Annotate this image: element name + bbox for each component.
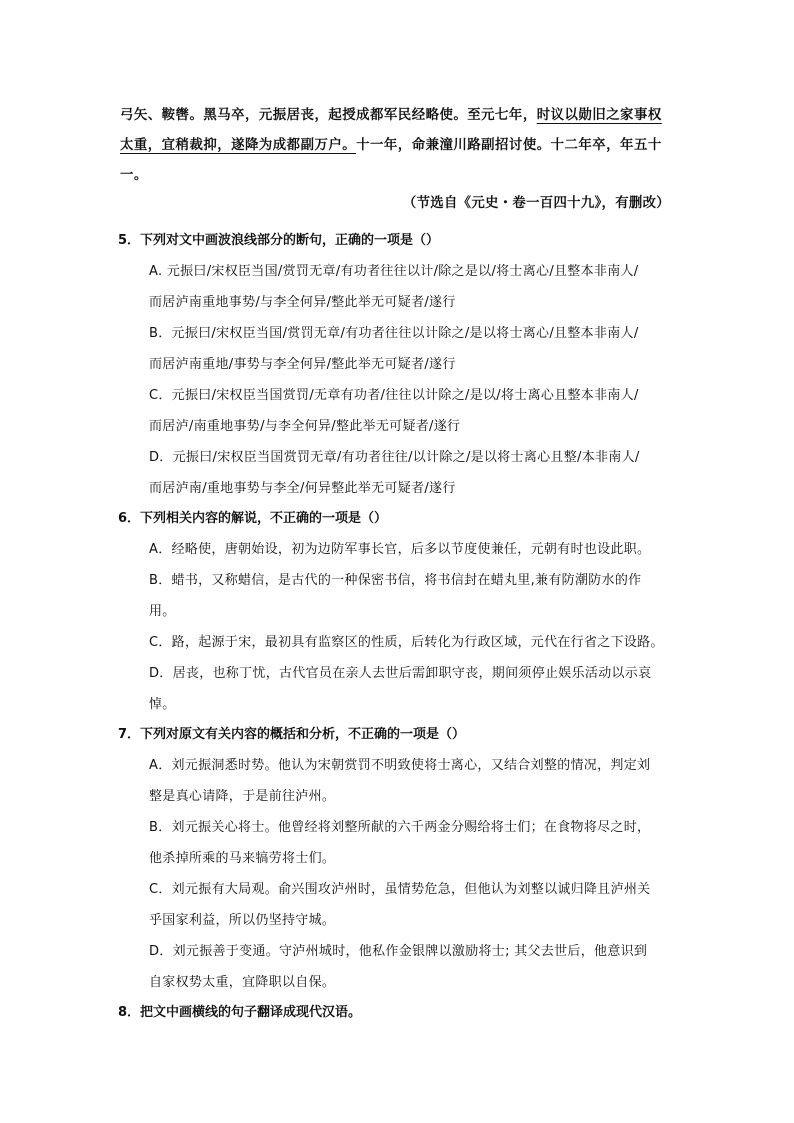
option-line: A．刘元振洞悉时势。他认为宋朝赏罚不明致使将士离心，又结合刘整的情况，判定刘 [149,758,651,773]
passage-text: 十一年，命兼潼川路副招讨使。十二年卒，年五十 [356,137,662,153]
option-line: D．居丧，也称丁忧，古代官员在亲人去世后需卸职守丧，期间须停止娱乐活动以示哀 [149,666,652,681]
option-line: D．元振曰/宋权臣当国赏罚无章/有功者往往/以计除之/是以将士离心且整/本非南人/ [149,450,640,465]
option-line: B．刘元振关心将士。他曾经将刘整所献的六千两金分赐给将士们；在食物将尽之时， [149,820,651,835]
option-line: 而居泸南重地/事势与李全何异/整此举无可疑者/遂行 [149,357,456,372]
question-stem: 8．把文中画横线的句子翻译成现代汉语。 [118,1005,362,1020]
option-line: 而居泸南/重地事势与李全/何异整此举无可疑者/遂行 [149,481,456,496]
option-line: 乎国家利益，所以仍坚持守城。 [149,913,336,928]
question-5 [118,226,683,504]
question-8 [118,998,683,1028]
question-stem: 7．下列对原文有关内容的概括和分析，不正确的一项是（） [118,727,466,742]
option-line: A. 元振曰/宋权臣当国/赏罚无章/有功者往往以计/除之是以/将士离心/且整本非南人/ [149,264,639,279]
option-line: 用。 [149,604,176,619]
option-line: B．元振曰/宋权臣当国/赏罚无章/有功者往往以计除之/是以将士离心/且整本非南人/ [149,326,639,341]
option-line: B．蜡书，又称蜡信，是古代的一种保密书信，将书信封在蜡丸里,兼有防潮防水的作 [149,573,642,588]
question-list [118,226,683,1028]
option-line: 整是真心请降，于是前往泸州。 [149,789,336,804]
question-stem: 5．下列对文中画波浪线部分的断句，正确的一项是（） [118,233,440,248]
option-line: D．刘元振善于变通。守泸州城时，他私作金银牌以激励将士; 其父去世后，他意识到 [149,944,648,959]
source-citation: （节选自《元史・卷一百四十九》，有删改） [402,195,670,211]
underlined-sentence-part: 太重，宜稍裁抑，遂降为成都副万户。 [120,137,357,153]
option-line: A．经略使，唐朝始设，初为边防军事长官，后多以节度使兼任，元朝有时也设此职。 [149,542,651,557]
option-line: 而居泸/南重地事势/与李全何异/整此举无可疑者/遂行 [149,419,461,434]
option-line: 自家权势太重，宜降职以自保。 [149,975,336,990]
option-line: 悼。 [149,697,176,712]
option-line: C．路，起源于宋，最初具有监察区的性质，后转化为行政区域，元代在行省之下设路。 [149,635,664,650]
underlined-sentence-part: 时议以勋旧之家事权 [536,107,662,123]
option-line: 他杀掉所乘的马来犒劳将士们。 [149,851,336,866]
question-7 [118,720,683,998]
question-stem: 6．下列相关内容的解说，不正确的一项是（） [118,511,388,526]
option-line: 而居泸南重地事势/与李全何异/整此举无可疑者/遂行 [149,295,456,310]
option-line: C．刘元振有大局观。俞兴围攻泸州时，虽情势危急，但他认为刘整以诚归降且泸州关 [149,882,651,897]
passage-line-1 [120,100,675,130]
option-line: C．元振曰/宋权臣当国赏罚/无章有功者/往往以计除之/是以/将士离心且整本非南人/ [149,388,639,403]
passage-line-3 [120,160,675,190]
question-6 [118,504,683,720]
passage-text: 弓矢、鞍辔。黑马卒，元振居丧，起授成都军民经略使。至元七年， [120,107,537,123]
passage-text: 一。 [120,167,148,183]
passage-line-2 [120,130,675,160]
passage-excerpt [120,100,675,190]
